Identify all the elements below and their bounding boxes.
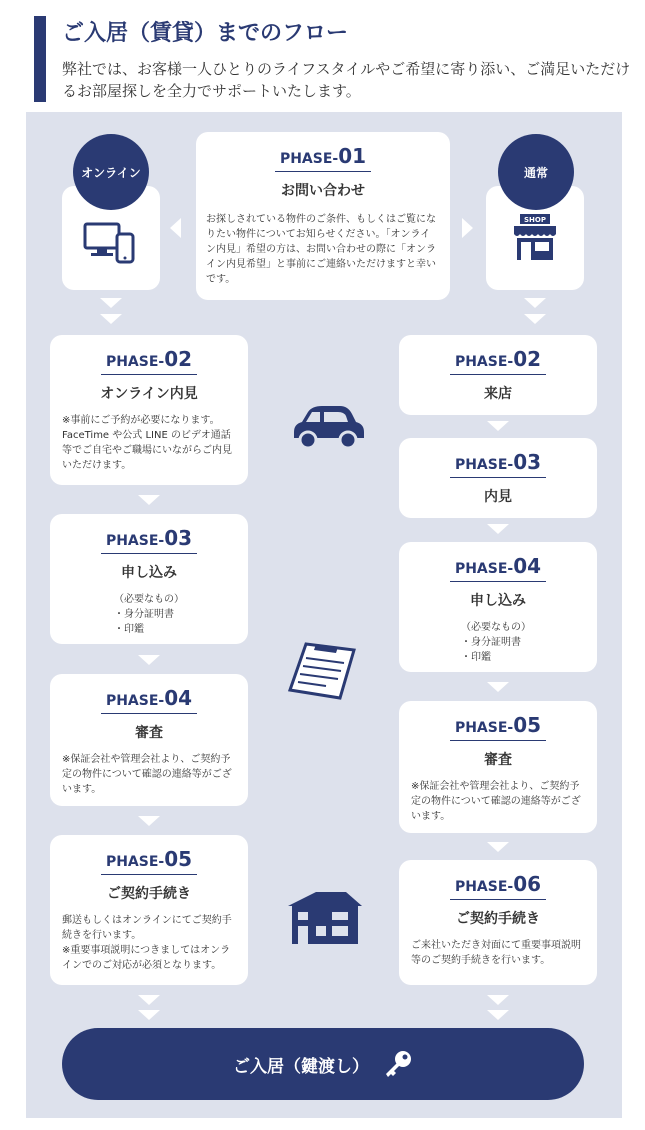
store-badge: 通常 <box>498 134 574 210</box>
phase01-label: PHASE-01 <box>275 146 371 172</box>
online-phase05-title: ご契約手続き <box>107 886 191 902</box>
online-phase03-card <box>50 514 248 644</box>
arrow-store-0 <box>524 298 546 308</box>
arrow-store-5b <box>487 1010 509 1020</box>
store-phase02-title: 来店 <box>484 386 512 402</box>
store-phase06-label: PHASE-06 <box>450 874 546 900</box>
store-phase03-label: PHASE-03 <box>450 452 546 478</box>
store-phase05-title: 審査 <box>484 752 512 768</box>
shop-sign: SHOP <box>524 216 546 224</box>
store-phase05-label: PHASE-05 <box>450 715 546 741</box>
online-phase02-body: ※事前にご予約が必要になります。FaceTime や公式 LINE のビデオ通話等でご自宅やご職場にいながらご内見いただけます。 <box>62 415 232 471</box>
page-lead: 弊社では、お客様一人ひとりのライフスタイルやご希望に寄り添い、ご満足いただけるお部屋探しを全力でサポートいたします。 <box>62 60 631 100</box>
shop-icon <box>512 214 558 262</box>
devices-icon <box>83 220 139 266</box>
store-phase03-card <box>399 438 597 518</box>
arrow-online-2 <box>138 655 160 665</box>
arrow-store-0b <box>524 314 546 324</box>
store-phase04-label: PHASE-04 <box>450 556 546 582</box>
store-phase06-title: ご契約手続き <box>456 911 540 927</box>
store-phase06-body: ご来社いただき対面にて重要事項説明等のご契約手続きを行います。 <box>411 940 581 966</box>
online-phase02-title: オンライン内見 <box>100 386 198 402</box>
arrow-online-4 <box>138 995 160 1005</box>
online-phase04-label: PHASE-04 <box>101 688 197 714</box>
page-title: ご入居（賃貸）までのフロー <box>62 21 349 46</box>
header-accent-bar <box>34 16 46 102</box>
store-phase02-card <box>399 335 597 415</box>
store-phase04-title: 申し込み <box>470 593 526 609</box>
arrow-store-1 <box>487 421 509 431</box>
online-phase05-body: 郵送もしくはオンラインにてご契約手続きを行います。 ※重要事項説明につきましてはオンラインでのご対応が必須となります。 <box>62 915 232 971</box>
arrow-online-0 <box>100 298 122 308</box>
online-phase05-label: PHASE-05 <box>101 849 197 875</box>
online-phase04-body: ※保証会社や管理会社より、ご契約予定の物件について確認の連絡等がございます。 <box>62 754 232 795</box>
page-header <box>34 16 634 104</box>
arrow-store-2 <box>487 524 509 534</box>
phase01-card <box>196 132 450 300</box>
store-phase03-title: 内見 <box>484 489 512 505</box>
store-phase02-label: PHASE-02 <box>450 349 546 375</box>
side-arrow-left <box>170 218 181 238</box>
online-phase03-title: 申し込み <box>121 565 177 581</box>
arrow-store-3 <box>487 682 509 692</box>
store-phase06-card <box>399 860 597 985</box>
arrow-store-5 <box>487 995 509 1005</box>
online-phase04-card <box>50 674 248 806</box>
store-phase04-body: （必要なもの） ・身分証明書 ・印鑑 <box>461 622 531 663</box>
arrow-online-1 <box>138 495 160 505</box>
online-badge: オンライン <box>73 134 149 210</box>
phase01-title: お問い合わせ <box>281 183 365 199</box>
store-phase05-card <box>399 701 597 833</box>
arrow-online-4b <box>138 1010 160 1020</box>
arrow-online-0b <box>100 314 122 324</box>
online-phase05-card <box>50 835 248 985</box>
car-icon <box>288 402 366 452</box>
online-phase04-title: 審査 <box>135 725 163 741</box>
online-phase03-label: PHASE-03 <box>101 528 197 554</box>
online-phase02-card <box>50 335 248 485</box>
house-icon <box>286 890 364 946</box>
side-arrow-right <box>462 218 473 238</box>
online-phase03-body: （必要なもの） ・身分証明書 ・印鑑 <box>114 594 184 635</box>
clipboard-icon <box>288 642 358 700</box>
goal-banner <box>62 1028 584 1100</box>
goal-label: ご入居（鍵渡し） <box>233 1056 369 1077</box>
store-phase04-card <box>399 542 597 672</box>
key-icon <box>383 1049 413 1079</box>
arrow-online-3 <box>138 816 160 826</box>
phase01-body: お探しされている物件のご条件、もしくはご覧になりたい物件についてお知らせください。「オンライン内見」希望の方は、お問い合わせの際に「オンライン内見希望」と事前にご連絡いただけますと幸いです。 <box>206 214 436 285</box>
online-phase02-label: PHASE-02 <box>101 349 197 375</box>
store-phase05-body: ※保証会社や管理会社より、ご契約予定の物件について確認の連絡等がございます。 <box>411 781 581 822</box>
arrow-store-4 <box>487 842 509 852</box>
